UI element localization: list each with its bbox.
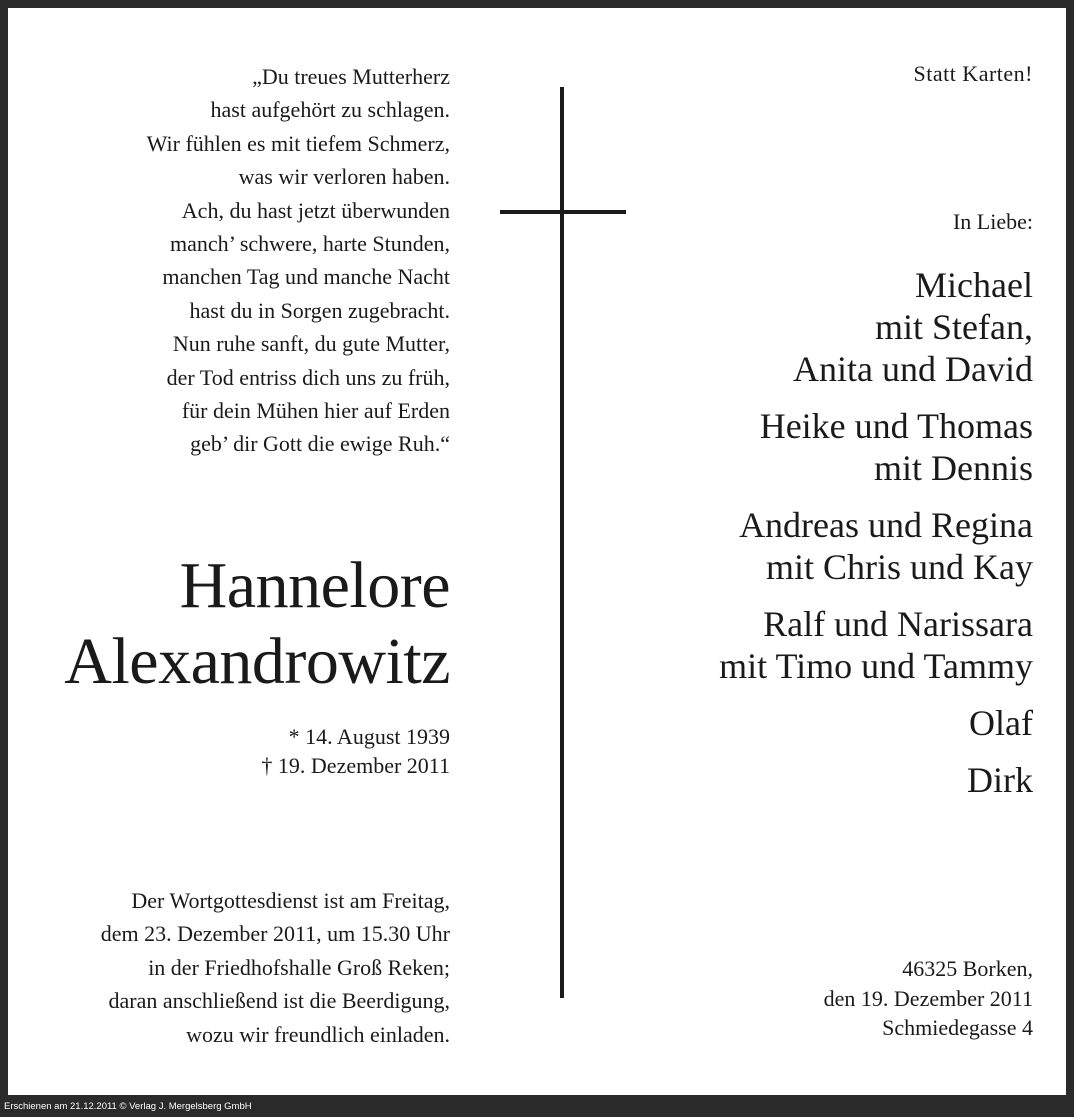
- service-info: [101, 884, 450, 1051]
- poem-line: geb’ dir Gott die ewige Ruh.“: [190, 431, 450, 457]
- service-line: Der Wortgottesdienst ist am Freitag,: [131, 888, 450, 913]
- death-date: † 19. Dezember 2011: [261, 753, 450, 778]
- mourner-group: [719, 702, 1033, 744]
- service-line: daran anschließend ist die Beerdigung,: [108, 988, 450, 1014]
- deceased-first-name: Hannelore: [179, 549, 450, 622]
- poem-line: „Du treues Mutterherz: [252, 64, 450, 89]
- mourner-line: mit Timo und Tammy: [719, 646, 1033, 686]
- poem-line: was wir verloren haben.: [238, 164, 450, 190]
- publication-footer: Erschienen am 21.12.2011 © Verlag J. Mergelsberg GmbH: [4, 1101, 252, 1112]
- mourner-line: Michael: [915, 265, 1033, 305]
- deceased-last-name: Alexandrowitz: [64, 625, 450, 698]
- address-block: [824, 954, 1033, 1043]
- mourner-line: Ralf und Narissara: [763, 604, 1033, 644]
- poem-line: manch’ schwere, harte Stunden,: [170, 231, 450, 257]
- mourner-line: Heike und Thomas: [759, 406, 1033, 446]
- poem-line: Ach, du hast jetzt überwunden: [181, 197, 450, 223]
- mourner-line: mit Stefan,: [875, 307, 1033, 347]
- service-line: in der Friedhofshalle Groß Reken;: [148, 954, 450, 980]
- poem-line: der Tod entriss dich uns zu früh,: [166, 364, 450, 390]
- poem: [147, 60, 450, 461]
- mourner-group: [719, 264, 1033, 390]
- address-line: 46325 Borken,: [902, 956, 1033, 981]
- mourner-line: mit Chris und Kay: [766, 547, 1033, 587]
- poem-line: hast du in Sorgen zugebracht.: [189, 297, 450, 323]
- service-line: wozu wir freundlich einladen.: [186, 1021, 450, 1047]
- mourner-line: Andreas und Regina: [739, 505, 1033, 545]
- mourner-group: [719, 405, 1033, 489]
- life-dates: [261, 722, 450, 780]
- service-line: dem 23. Dezember 2011, um 15.30 Uhr: [100, 921, 450, 947]
- mourner-line: mit Dennis: [874, 448, 1033, 488]
- in-love-label: In Liebe:: [952, 209, 1033, 234]
- mourners-list: [719, 264, 1033, 816]
- poem-line: für dein Mühen hier auf Erden: [181, 398, 450, 424]
- poem-line: Nun ruhe sanft, du gute Mutter,: [172, 331, 450, 357]
- cross-icon: [560, 87, 564, 998]
- deceased-name: [64, 548, 450, 700]
- statt-karten-heading: Statt Karten!: [913, 61, 1033, 86]
- address-line: Schmiedegasse 4: [882, 1015, 1033, 1040]
- birth-date: * 14. August 1939: [288, 724, 450, 749]
- mourner-group: [719, 759, 1033, 801]
- poem-line: hast aufgehört zu schlagen.: [210, 97, 450, 123]
- mourner-group: [719, 504, 1033, 588]
- poem-line: manchen Tag und manche Nacht: [162, 264, 450, 290]
- mourner-group: [719, 603, 1033, 687]
- mourner-line: Olaf: [969, 703, 1033, 743]
- address-line: den 19. Dezember 2011: [823, 985, 1033, 1011]
- poem-line: Wir fühlen es mit tiefem Schmerz,: [146, 130, 450, 156]
- mourner-line: Dirk: [967, 760, 1033, 800]
- mourner-line: Anita und David: [793, 349, 1033, 389]
- cross-icon-bar: [500, 210, 626, 214]
